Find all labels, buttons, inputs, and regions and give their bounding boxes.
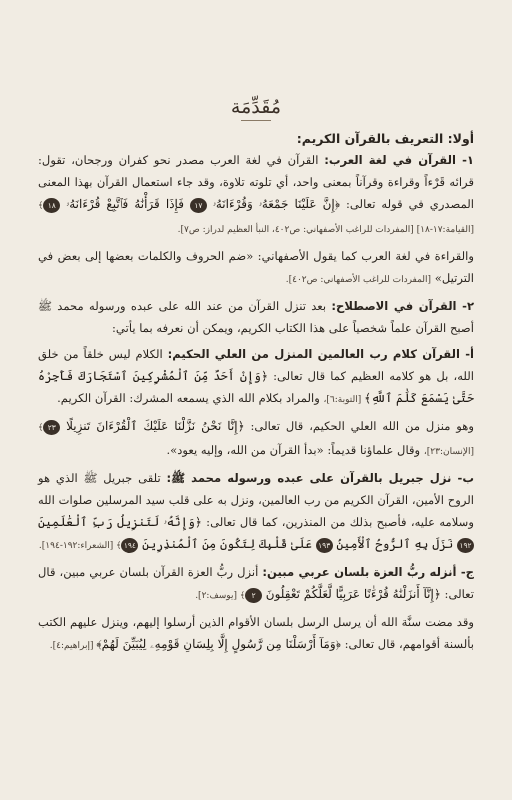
paragraph-text: تلقى جبريل ﷺ الذي هو الروح الأمين، القرآن الكريم من رب العالمين، ونزل به على قلب سيد المرسلين صلوات الله وسلامه عليه، فأصبح بذلك من المنذرين، كما قال تعالى:: [38, 471, 474, 529]
paragraph-text: أنزل ربُّ العزة القرآن بلسان عربي مبين، قال تعالى:: [38, 565, 474, 601]
quran-verse: ﴿إِنَّا نَحْنُ نَزَّلْنَا عَلَيْكَ ٱلْقُرْءَانَ تَنزِيلًا: [66, 419, 245, 433]
paragraph-point-b: [38, 467, 474, 557]
quran-verse: عَلَىٰ قَلْبِكَ لِتَكُونَ مِنَ ٱلْمُنذِرِينَ: [142, 537, 313, 551]
paragraph-revealed-from-allah: [38, 415, 474, 463]
paragraph-lead: ٢- القرآن في الاصطلاح:: [331, 299, 475, 313]
ayah-number-marker: ١٧: [190, 198, 207, 213]
ayah-number-marker: ١٨: [43, 198, 60, 213]
quran-verse: ﴿إِنَّ عَلَيْنَا جَمْعَهُۥ وَقُرْءَانَهُۥ: [212, 197, 341, 211]
paragraph-text: القرآن في لغة العرب مصدر نحو كفران ورجحان، تقول: قرائه قَرْءاً وقراءة وقرآناً بمعنى واحد، أي تلوته تلاوة، وقد جاء استعمال القرآن بهذا المعنى المصدري في قوله تعالى:: [38, 153, 475, 211]
paragraph-reading-definition: [38, 245, 474, 291]
verse-reference: ﴾ [القيامة:١٧-١٨]: [38, 201, 474, 235]
quran-verse: ﴿إِنَّآ أَنزَلْنَٰهُ قُرْءَٰنًا عَرَبِيًّا لَّعَلَّكُمْ تَعْقِلُونَ: [265, 587, 441, 601]
verse-reference: [التوبة:٦]،: [323, 395, 365, 405]
ayah-number-marker: ١٩٤: [121, 538, 138, 553]
quran-verse: نَزَلَ بِهِ ٱلرُّوحُ ٱلْأَمِينُ: [336, 537, 454, 551]
paragraph-text: الكلام ليس خلقاً من خلق الله، بل هو كلامه العظيم كما قال تعالى:: [38, 347, 474, 383]
paragraph-lead: ج- أنزله ربُّ العزة بلسان عربي مبين:: [262, 565, 475, 579]
quran-verse: ﴿وَإِنْ أَحَدٌ مِّنَ ٱلْمُشْرِكِينَ ٱسْتَجَارَكَ فَأَجِرْهُ حَتَّىٰ يَسْمَعَ كَلَٰمَ ٱللَّهِ﴾: [38, 369, 474, 405]
quran-verse: ﴿وَإِنَّهُۥ لَتَنزِيلُ رَبِّ ٱلْعَٰلَمِينَ: [38, 515, 202, 529]
verse-reference: ﴾ [يوسف:٢].: [195, 591, 246, 601]
paragraph-lead: أ- القرآن كلام رب العالمين المنزل من العلي الحكيم:: [167, 347, 474, 361]
quran-verse: فَإِذَا قَرَأْنَٰهُ فَٱتَّبِعْ قُرْءَانَهُۥ: [66, 197, 184, 211]
source-reference: [المفردات للراغب الأصفهاني: ص٤٠٢].: [285, 275, 432, 285]
ayah-number-marker: ٢٣: [43, 420, 60, 435]
paragraph-quran-in-terminology: [38, 295, 474, 339]
paragraph-text: وهو منزل من الله العلي الحكيم، قال تعالى:: [244, 419, 474, 433]
verse-reference: [إبراهيم:٤].: [49, 641, 97, 651]
paragraph-text: والقراءة في لغة العرب كما يقول الأصفهاني: «ضم الحروف والكلمات بعضها إلى بعض في الترتيل»: [38, 249, 474, 285]
verse-reference: ﴾ [الشعراء:١٩٢-١٩٤].: [38, 541, 122, 551]
paragraph-quran-in-arabic-language: [38, 149, 474, 241]
paragraph-text: وقد مضت سنَّة الله أن يرسل الرسل بلسان الأقوام الذين أرسلوا إليهم، وينزل عليهم الكتب بألسنة أقوامهم، قال تعالى:: [38, 615, 474, 651]
paragraph-point-a: [38, 343, 474, 411]
section-heading: أولا: التعريف بالقرآن الكريم:: [296, 131, 474, 146]
ayah-number-marker: ١٩٢: [457, 538, 474, 553]
paragraph-messengers-language: [38, 611, 474, 657]
paragraph-lead: ١- القرآن في لغة العرب:: [324, 153, 474, 167]
paragraph-text: والمراد بكلام الله الذي يسمعه المشرك: القرآن الكريم.: [57, 391, 324, 405]
page-title: مُقَدِّمَة: [38, 96, 474, 121]
quran-verse: ﴿وَمَآ أَرْسَلْنَا مِن رَّسُولٍ إِلَّا بِلِسَانِ قَوْمِهِۦ لِيُبَيِّنَ لَهُمْ﴾: [96, 637, 341, 651]
paragraph-text: وقال علماؤنا قديماً: «بدأ القرآن من الله، وإليه يعود».: [166, 443, 424, 457]
paragraph-lead: ب- نزل جبريل بالقرآن على عبده ورسوله محمد ﷺ:: [166, 471, 474, 485]
source-reference: [المفردات للراغب الأصفهاني: ص٤٠٢، النبأ العظيم لدراز: ص٧].: [177, 225, 417, 235]
ayah-number-marker: ١٩٣: [316, 538, 333, 553]
paragraph-point-c: [38, 561, 474, 607]
verse-reference: ﴾ [الإنسان:٢٣]،: [38, 423, 474, 457]
ayah-number-marker: ٢: [245, 588, 262, 603]
paragraph-text: بعد تنزل القرآن من عند الله على عبده ورسوله محمد ﷺ أصبح القرآن علماً شخصياً على هذا الكتاب الكريم، ويمكن أن نعرفه بما يأتي:: [38, 299, 474, 335]
